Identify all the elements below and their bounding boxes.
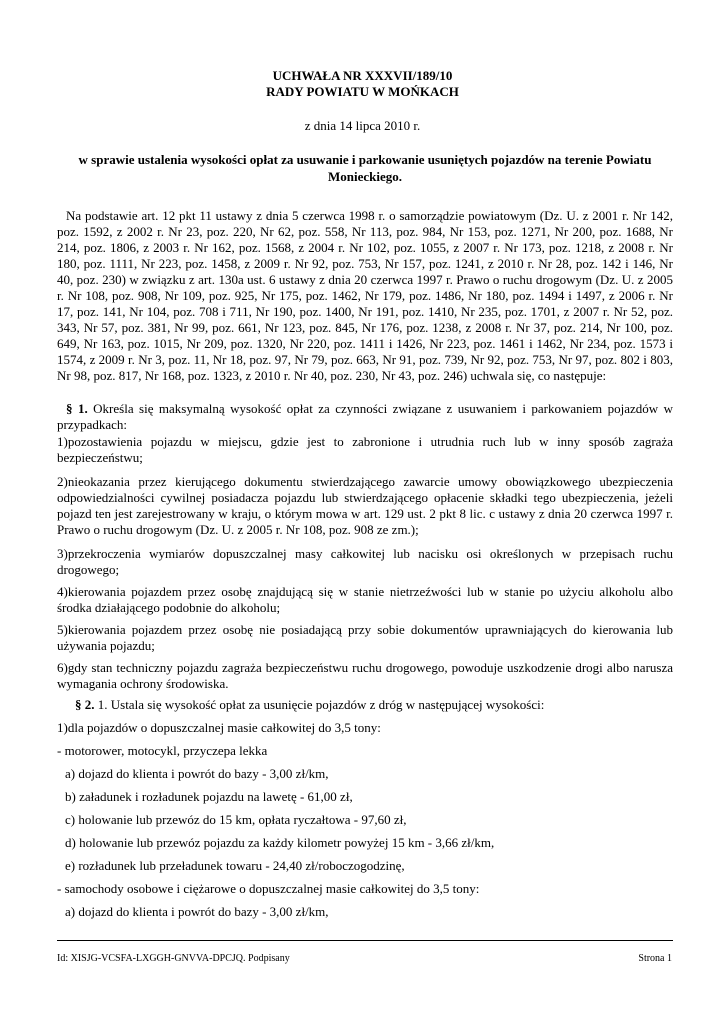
list-item-number: 2) bbox=[57, 474, 68, 489]
resolution-date: z dnia 14 lipca 2010 r. bbox=[304, 118, 421, 133]
section-1-text: Określa się maksymalną wysokość opłat za czynności związane z usuwaniem i parkowaniem pojazdów w przypadkach: bbox=[57, 401, 673, 432]
vehicle-group-1: - motorower, motocykl, przyczepa lekka bbox=[57, 743, 268, 758]
list-item bbox=[57, 546, 673, 578]
fee-item: b) załadunek i rozładunek pojazdu na lawetę - 61,00 zł, bbox=[65, 789, 353, 804]
list-item bbox=[57, 584, 673, 616]
list-item-number: 1) bbox=[57, 434, 68, 449]
list-item bbox=[57, 474, 673, 538]
document-id: Id: XISJG-VCSFA-LXGGH-GNVVA-DPCJQ. Podpisany bbox=[57, 953, 290, 964]
section-1-intro bbox=[57, 401, 673, 433]
list-item-text: kierowania pojazdem przez osobę nie posiadającą przy sobie dokumentów uprawniających do kierowania lub używania pojazdu; bbox=[57, 622, 673, 653]
list-item-number: 5) bbox=[57, 622, 68, 637]
section-2-text: 1. Ustala się wysokość opłat za usunięcie pojazdów z dróg w następującej wysokości: bbox=[97, 697, 545, 712]
list-item-text: przekroczenia wymiarów dopuszczalnej masy całkowitej lub nacisku osi określonych w przepisach ruchu drogowego; bbox=[57, 546, 673, 577]
council-name: RADY POWIATU W MOŃKACH bbox=[266, 84, 459, 99]
fee-item: d) holowanie lub przewóz pojazdu za każdy kilometr powyżej 15 km - 3,66 zł/km, bbox=[65, 835, 495, 850]
fee-item: c) holowanie lub przewóz do 15 km, opłata ryczałtowa - 97,60 zł, bbox=[65, 812, 407, 827]
fee-item: a) dojazd do klienta i powrót do bazy - 3,00 zł/km, bbox=[65, 904, 329, 919]
preamble: Na podstawie art. 12 pkt 11 ustawy z dnia 5 czerwca 1998 r. o samorządzie powiatowym (Dz. U. z 2001 r. Nr 142, poz. 1592, z 2002 r. Nr 23, poz. 220, Nr 62, poz. 558, Nr 113, poz. 984, Nr 153, poz. 1271, Nr 200, poz. 1688, Nr 214, poz. 1806, z 2003 r. Nr 162, poz. 1568, z 2004 r. Nr 102, poz. 1055, z 2007 r. Nr 173, poz. 1218, z 2008 r. Nr 180, poz. 1111, Nr 223, poz. 1458, z 2009 r. Nr 92, poz. 753, Nr 157, poz. 1241, z 2010 r. Nr 28, poz. 142 i 146, Nr 40, poz. 230) w związku z art. 130a ust. 6 ustawy z dnia 20 czerwca 1997 r. Prawo o ruchu drogowym (Dz. U. z 2005 r. Nr 108, poz. 908, Nr 109, poz. 925, Nr 175, poz. 1462, Nr 179, poz. 1486, Nr 180, poz. 1494 i 1497, z 2006 r. Nr 17, poz. 141, Nr 104, poz. 708 i 711, Nr 190, poz. 1400, Nr 191, poz. 1410, Nr 235, poz. 1701, z 2007 r. Nr 52, poz. 343, Nr 57, poz. 381, Nr 99, poz. 661, Nr 123, poz. 845, Nr 176, poz. 1238, z 2008 r. Nr 37, poz. 214, Nr 100, poz. 649, Nr 163, poz. 1015, Nr 209, poz. 1320, Nr 220, poz. 1411 i 1426, Nr 223, poz. 1461 i 1462, Nr 234, poz. 1573 i 1574, z 2009 r. Nr 3, poz. 11, Nr 18, poz. 97, Nr 79, poz. 663, Nr 91, poz. 739, Nr 92, poz. 753, Nr 97, poz. 802 i 803, Nr 98, poz. 817, Nr 168, poz. 1323, z 2010 r. Nr 40, poz. 230, Nr 43, poz. 246) uchwala się, co następuje: bbox=[57, 208, 673, 383]
list-item-text: pozostawienia pojazdu w miejscu, gdzie jest to zabronione i utrudnia ruch lub w inny sposób zagraża bezpieczeństwu; bbox=[57, 434, 673, 465]
footer-divider bbox=[57, 940, 673, 941]
list-item-text: kierowania pojazdem przez osobę znajdującą się w stanie nietrzeźwości lub w stanie po użyciu alkoholu albo środka działającego podobnie do alkoholu; bbox=[57, 584, 673, 615]
list-item-text: nieokazania przez kierującego dokumentu stwierdzającego zawarcie umowy obowiązkowego ubezpieczenia odpowiedzialności cywilnej posiadacza pojazdu lub stwierdzającego opłacenie składki tego ubezpieczenia, jeżeli pojazd ten jest zarejestrowany w kraju, o którym mowa w art. 129 ust. 2 pkt 8 lic. c ustawy z dnia 20 czerwca 1997 r. Prawo o ruchu drogowym (Dz. U. z 2005 r. Nr 108, poz. 908 ze zm.); bbox=[57, 474, 673, 537]
list-item bbox=[57, 622, 673, 654]
section-2-label: § 2. bbox=[75, 697, 95, 712]
list-item bbox=[57, 434, 673, 466]
page-number: Strona 1 bbox=[638, 953, 672, 964]
section-2-intro bbox=[75, 697, 544, 713]
section-1-label: § 1. bbox=[66, 401, 88, 416]
section-2-sub-1: 1)dla pojazdów o dopuszczalnej masie całkowitej do 3,5 tony: bbox=[57, 720, 381, 735]
list-item-number: 6) bbox=[57, 660, 68, 675]
fee-item: e) rozładunek lub przeładunek towaru - 24,40 zł/roboczogodzinę, bbox=[65, 858, 405, 873]
list-item-text: gdy stan techniczny pojazdu zagraża bezpieczeństwu ruchu drogowego, powoduje uszkodzenie drogi albo narusza wymagania ochrony środowiska. bbox=[57, 660, 673, 691]
vehicle-group-2: - samochody osobowe i ciężarowe o dopuszczalnej masie całkowitej do 3,5 tony: bbox=[57, 881, 480, 896]
list-item bbox=[57, 660, 673, 692]
list-item-number: 4) bbox=[57, 584, 68, 599]
resolution-title: UCHWAŁA NR XXXVII/189/10 bbox=[272, 68, 453, 83]
resolution-subject: w sprawie ustalenia wysokości opłat za usuwanie i parkowanie usuniętych pojazdów na terenie Powiatu Monieckiego. bbox=[78, 152, 652, 184]
list-item-number: 3) bbox=[57, 546, 68, 561]
fee-item: a) dojazd do klienta i powrót do bazy - 3,00 zł/km, bbox=[65, 766, 329, 781]
